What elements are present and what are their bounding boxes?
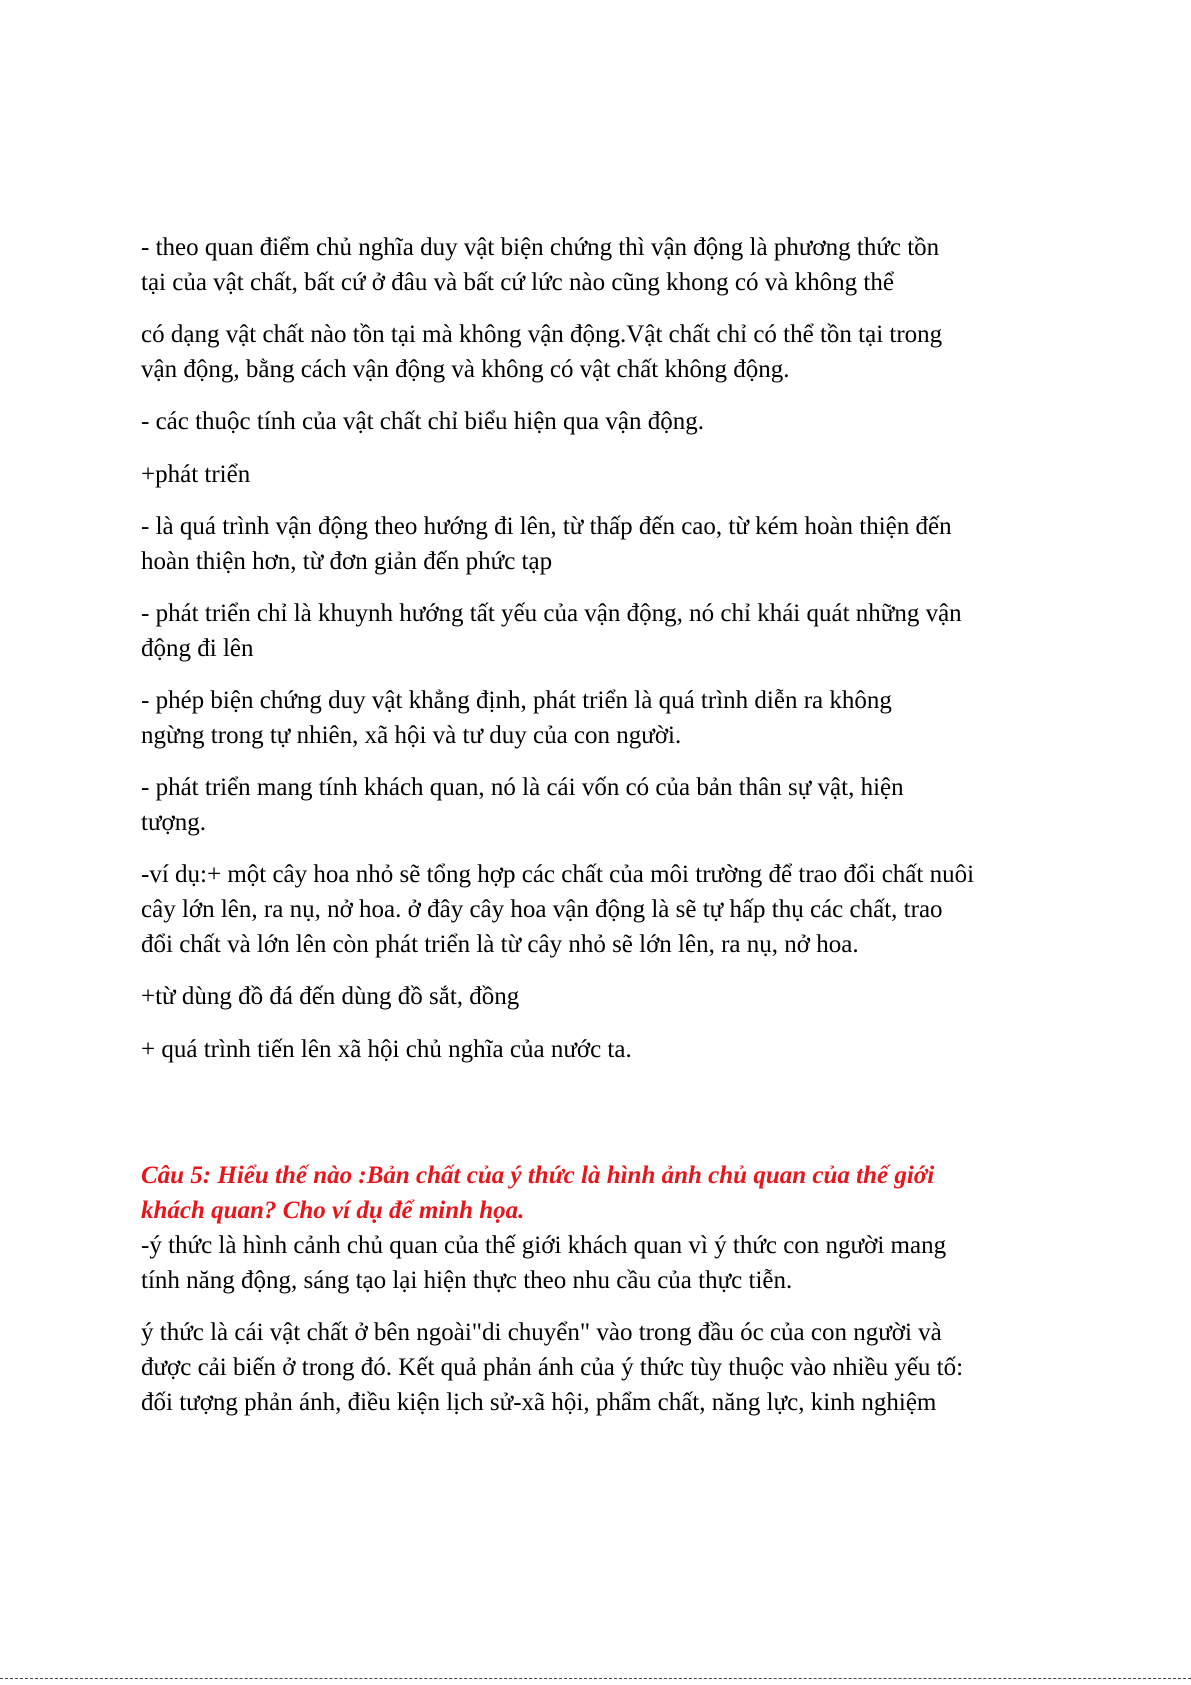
page-bottom-rule: [0, 1678, 1191, 1679]
text-line: đối tượng phản ánh, điều kiện lịch sử-xã hội, phẩm chất, năng lực, kinh nghiệm: [141, 1389, 937, 1416]
text-line: - là quá trình vận động theo hướng đi lên, từ thấp đến cao, từ kém hoàn thiện đến: [141, 513, 952, 540]
text-line: động đi lên: [141, 635, 254, 662]
text-line: được cải biến ở trong đó. Kết quả phản ánh của ý thức tùy thuộc vào nhiều yếu tố:: [141, 1354, 964, 1381]
text-line: + quá trình tiến lên xã hội chủ nghĩa của nước ta.: [141, 1036, 632, 1063]
text-line: +từ dùng đồ đá đến dùng đồ sắt, đồng: [141, 983, 520, 1010]
text-line: - theo quan điểm chủ nghĩa duy vật biện chứng thì vận động là phương thức tồn: [141, 234, 940, 261]
text-line: cây lớn lên, ra nụ, nở hoa. ở đây cây hoa vận động là sẽ tự hấp thụ các chất, trao: [141, 896, 943, 923]
text-line: - các thuộc tính của vật chất chỉ biểu hiện qua vận động.: [141, 408, 704, 435]
text-line: - phép biện chứng duy vật khẳng định, phát triển là quá trình diễn ra không: [141, 687, 892, 714]
text-line: -ý thức là hình cảnh chủ quan của thế giới khách quan vì ý thức con người mang: [141, 1232, 947, 1259]
text-line: tại của vật chất, bất cứ ở đâu và bất cứ lức nào cũng khong có và không thể: [141, 269, 894, 296]
text-line: ý thức là cái vật chất ở bên ngoài"di chuyển" vào trong đầu óc của con người và: [141, 1319, 942, 1346]
question-heading: khách quan? Cho ví dụ để minh họa.: [141, 1197, 525, 1224]
text-line: đổi chất và lớn lên còn phát triển là từ cây nhỏ sẽ lớn lên, ra nụ, nở hoa.: [141, 931, 859, 958]
text-line: ngừng trong tự nhiên, xã hội và tư duy của con người.: [141, 722, 682, 749]
text-line: tượng.: [141, 809, 206, 836]
text-line: tính năng động, sáng tạo lại hiện thực theo nhu cầu của thực tiễn.: [141, 1267, 793, 1294]
text-line: -ví dụ:+ một cây hoa nhỏ sẽ tổng hợp các chất của môi trường để trao đổi chất nuôi: [141, 861, 975, 888]
text-line: - phát triển mang tính khách quan, nó là cái vốn có của bản thân sự vật, hiện: [141, 774, 904, 801]
text-line: vận động, bằng cách vận động và không có vật chất không động.: [141, 356, 790, 383]
text-line: có dạng vật chất nào tồn tại mà không vận động.Vật chất chỉ có thể tồn tại trong: [141, 321, 943, 348]
text-line: +phát triển: [141, 461, 251, 488]
text-line: - phát triển chỉ là khuynh hướng tất yếu của vận động, nó chỉ khái quát những vận: [141, 600, 962, 627]
question-heading: Câu 5: Hiểu thế nào :Bản chất của ý thức là hình ảnh chủ quan của thế giới: [141, 1162, 935, 1189]
text-line: hoàn thiện hơn, từ đơn giản đến phức tạp: [141, 548, 553, 575]
